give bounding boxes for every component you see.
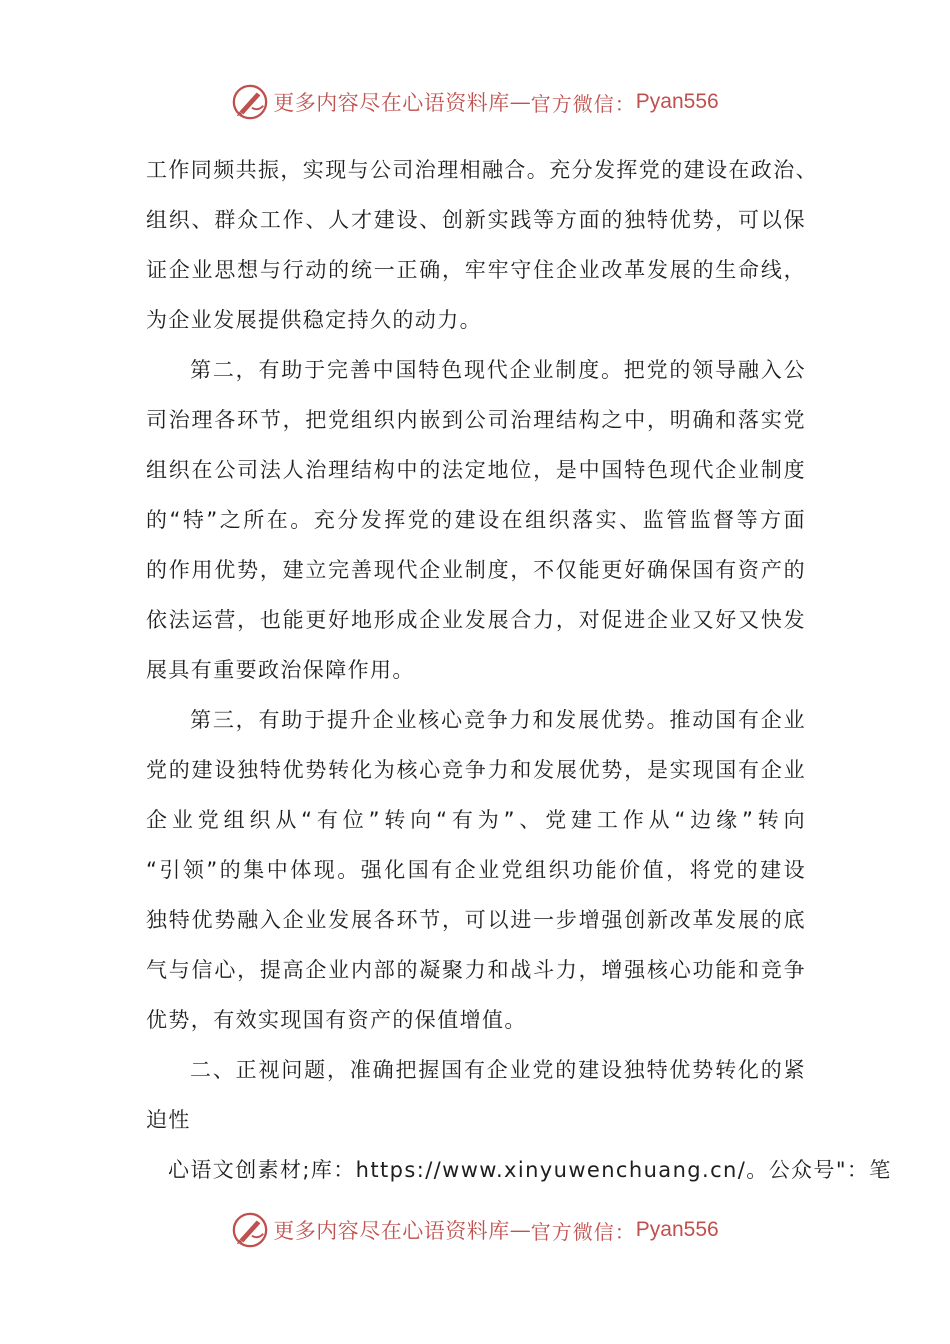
banner-title: 更多内容尽在心语资料库	[273, 1219, 510, 1243]
banner-wechat-id: Pyan556	[635, 1218, 719, 1241]
text-line: 党的建设独特优势转化为核心竞争力和发展优势，是实现国有企业	[146, 758, 806, 782]
text-line: 气与信心，提高企业内部的凝聚力和战斗力，增强核心功能和竞争	[146, 958, 806, 982]
pen-logo-icon	[231, 83, 269, 121]
document-body	[146, 145, 892, 1195]
text-line: 工作同频共振，实现与公司治理相融合。充分发挥党的建设在政治、	[146, 158, 818, 182]
text-line: “引领”的集中体现。强化国有企业党组织功能价值，将党的建设	[146, 858, 806, 882]
text-line: 迫性	[146, 1108, 191, 1132]
banner-dash: —	[509, 90, 531, 114]
text-line: 第三，有助于提升企业核心竞争力和发展优势。推动国有企业	[190, 708, 806, 732]
banner-dash: —	[509, 1218, 531, 1242]
text-line: 证企业思想与行动的统一正确，牢牢守住企业改革发展的生命线，	[146, 258, 806, 282]
text-line: 组织在公司法人治理结构中的法定地位，是中国特色现代企业制度	[146, 458, 806, 482]
section-heading	[146, 1045, 806, 1145]
source-line: 心语文创素材;库：https://www.xinyuwenchuang.cn/。公众号"：笔	[168, 1158, 892, 1182]
text-line: 第二，有助于完善中国特色现代企业制度。把党的领导融入公	[190, 358, 806, 382]
banner-wechat-label: 官方微信：	[530, 91, 636, 116]
text-line: 组织、群众工作、人才建设、创新实践等方面的独特优势，可以保	[146, 208, 806, 232]
text-line: 的作用优势，建立完善现代企业制度，不仅能更好确保国有资产的	[146, 558, 806, 582]
text-line: 独特优势融入企业发展各环节，可以进一步增强创新改革发展的底	[146, 908, 806, 932]
text-line: 优势，有效实现国有资产的保值增值。	[146, 1008, 527, 1032]
banner-wechat-id: Pyan556	[635, 90, 719, 113]
paragraph	[146, 145, 818, 345]
text-line: 的“特”之所在。充分发挥党的建设在组织落实、监管监督等方面	[146, 508, 806, 532]
text-line: 二、正视问题，准确把握国有企业党的建设独特优势转化的紧	[190, 1058, 806, 1082]
text-line: 司治理各环节，把党组织内嵌到公司治理结构之中，明确和落实党	[146, 408, 806, 432]
banner-title: 更多内容尽在心语资料库	[273, 91, 510, 115]
footer-watermark-banner	[0, 1208, 950, 1252]
text-line: 展具有重要政治保障作用。	[146, 658, 415, 682]
source-note	[146, 1145, 892, 1195]
pen-logo-icon	[231, 1211, 269, 1249]
banner-wechat-label: 官方微信：	[530, 1219, 636, 1244]
paragraph	[146, 345, 806, 695]
text-line: 为企业发展提供稳定持久的动力。	[146, 308, 482, 332]
text-line: 企业党组织从“有位”转向“有为”、党建工作从“边缘”转向	[146, 808, 806, 832]
text-line: 依法运营，也能更好地形成企业发展合力，对促进企业又好又快发	[146, 608, 806, 632]
paragraph	[146, 695, 806, 1045]
header-watermark-banner	[0, 80, 950, 124]
